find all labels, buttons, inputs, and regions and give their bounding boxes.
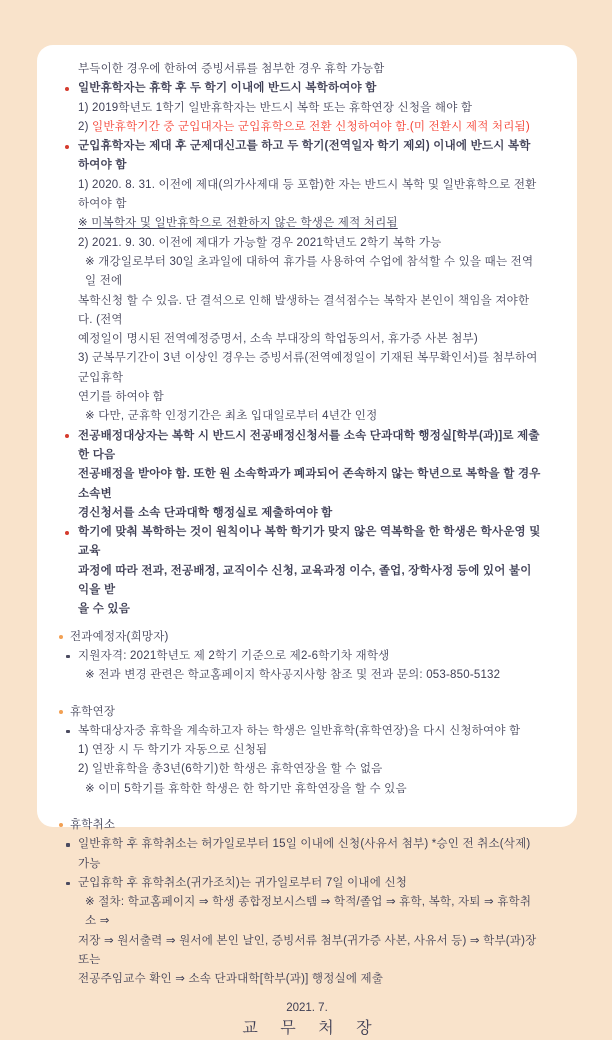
- doc-line: [37, 893, 577, 932]
- doc-line: [37, 780, 577, 799]
- doc-line: [37, 60, 577, 79]
- doc-line-text: [78, 121, 530, 133]
- doc-line-text: 전과예정자(희망자): [70, 630, 169, 643]
- doc-line: [37, 292, 577, 331]
- doc-line: [37, 79, 577, 98]
- doc-line-text: 휴학취소: [70, 818, 116, 831]
- doc-line: [37, 874, 577, 893]
- doc-line-text: ※ 이미 5학기를 휴학한 학생은 한 학기만 휴학연장을 할 수 있음: [85, 782, 407, 795]
- doc-line-text: 일반휴학자는 휴학 후 두 학기 이내에 반드시 복학하여야 함: [78, 82, 377, 95]
- doc-line-text: 저장 ⇒ 원서출력 ⇒ 원서에 본인 날인, 증빙서류 첨부(귀가증 사본, 사유서 등) ⇒ 학부(과)장 또는: [78, 934, 537, 967]
- doc-line-text: 예정일이 명시된 전역예정증명서, 소속 부대장의 학업동의서, 휴가증 사본 첨부): [78, 333, 478, 346]
- doc-line-text: 전공배정을 받아야 함. 또한 원 소속학과가 폐과되어 존속하지 않는 학년으로 복학을 할 경우 소속변: [78, 468, 541, 500]
- doc-line: [37, 970, 577, 989]
- section-spacer: [37, 620, 577, 628]
- square-bullet-icon: [66, 655, 70, 659]
- doc-line-text: ※ 다만, 군휴학 인정기간은 최초 입대일로부터 4년간 인정: [85, 410, 378, 423]
- doc-line: [37, 760, 577, 779]
- doc-line-text: 학기에 맞춰 복학하는 것이 원칙이나 복학 학기가 맞지 않은 역복학을 한 학생은 학사운영 및 교육: [78, 526, 541, 558]
- doc-line: [37, 465, 577, 504]
- doc-line-text: 복학신청 할 수 있음. 단 결석으로 인해 발생하는 결석점수는 복학자 본인이 책임을 져야한다. (전역: [78, 294, 530, 326]
- doc-line-text: 복학대상자중 휴학을 계속하고자 하는 학생은 일반휴학(휴학연장)을 다시 신청하여야 함: [78, 724, 521, 737]
- doc-line: [37, 647, 577, 666]
- document-date: 2021. 7.: [286, 1001, 328, 1014]
- doc-line-text: 전공주임교수 확인 ⇒ 소속 단과대학[학부(과)] 행정실에 제출: [78, 973, 384, 986]
- square-bullet-icon: [66, 843, 70, 847]
- doc-line-text: 1) 2020. 8. 31. 이전에 제대(의가사제대 등 포함)한 자는 반드시 복학 및 일반휴학으로 전환하여야 함: [78, 178, 537, 211]
- doc-line: [37, 234, 577, 253]
- square-bullet-icon: [66, 730, 70, 734]
- doc-line-text: 연기를 하여야 함: [78, 391, 164, 404]
- doc-line-text: ※ 개강일로부터 30일 초과일에 대하여 휴가를 사용하여 수업에 참석할 수 있을 때는 전역일 전에: [85, 255, 534, 288]
- doc-line-text: 휴학연장: [70, 705, 116, 718]
- doc-line: [37, 388, 577, 407]
- doc-line-text: 2) 일반휴학을 총3년(6학기)한 학생은 휴학연장을 할 수 없음: [78, 763, 383, 776]
- doc-line: [37, 407, 577, 426]
- document-body: [37, 60, 577, 990]
- red-emphasis-text: 일반휴학기간 중 군입대자는 군입휴학으로 전환 신청하여야 함.(미 전환시 제적 처리됨): [92, 120, 530, 133]
- red-bullet-icon: [65, 434, 69, 438]
- doc-line-text: 경신청서를 소속 단과대학 행정실로 제출하여야 함: [78, 506, 333, 519]
- doc-line: [37, 330, 577, 349]
- square-bullet-icon: [66, 882, 70, 886]
- doc-line-text: 군입휴학자는 제대 후 군제대신고를 하고 두 학기(전역일자 학기 제외) 이내에 반드시 복학하여야 함: [78, 140, 531, 172]
- doc-line-text: 군입휴학 후 휴학취소(귀가조치)는 귀가일로부터 7일 이내에 신청: [78, 876, 408, 889]
- doc-line-text: 1) 2019학년도 1학기 일반휴학자는 반드시 복학 또는 휴학연장 신청을 해야 함: [78, 101, 473, 114]
- doc-line-text: 부득이한 경우에 한하여 증빙서류를 첨부한 경우 휴학 가능함: [78, 63, 385, 75]
- doc-line-text: 일반휴학 후 휴학취소는 허가일로부터 15일 이내에 신청(사유서 첨부) *승인 전 취소(삭제) 가능: [78, 838, 531, 870]
- doc-line: [37, 99, 577, 118]
- doc-line-text: ※ 전과 변경 관련은 학교홈페이지 학사공지사항 참조 및 전과 문의: 053-850-5132: [85, 669, 501, 682]
- doc-line: [37, 628, 577, 647]
- doc-line-text: 과정에 따라 전과, 전공배정, 교직이수 신청, 교육과정 이수, 졸업, 장학사정 등에 있어 불이익을 받: [78, 564, 532, 597]
- doc-line: [37, 118, 577, 137]
- section-spacer: [37, 686, 577, 703]
- doc-line: [37, 137, 577, 176]
- doc-line: [37, 176, 577, 215]
- doc-line-text: 3) 군복무기간이 3년 이상인 경우는 증빙서류(전역예정일이 기재된 복무확인서)를 첨부하여 군입휴학: [78, 352, 538, 384]
- doc-line: [37, 741, 577, 760]
- doc-line: [37, 816, 577, 835]
- doc-line: [37, 932, 577, 971]
- doc-line: [37, 703, 577, 722]
- doc-line: [37, 835, 577, 874]
- doc-line-text: 1) 연장 시 두 학기가 자동으로 신청됨: [78, 744, 268, 757]
- orange-bullet-icon: [59, 710, 63, 714]
- doc-line-text: 2) 2021. 9. 30. 이전에 제대가 가능할 경우 2021학년도 2학기 복학 가능: [78, 236, 442, 249]
- doc-line-text: 지원자격: 2021학년도 제 2학기 기준으로 제2-6학기차 재학생: [78, 649, 390, 662]
- orange-bullet-icon: [59, 823, 63, 827]
- document-signature: 교 무 처 장: [242, 1019, 381, 1037]
- doc-line: [37, 504, 577, 523]
- notice-document-card: [37, 45, 577, 1037]
- red-bullet-icon: [65, 87, 69, 91]
- doc-line-text: ※ 절차: 학교홈페이지 ⇒ 학생 종합정보시스템 ⇒ 학적/졸업 ⇒ 휴학, 복학, 자퇴 ⇒ 휴학취소 ⇒: [85, 896, 532, 928]
- doc-line-text: ※ 미복학자 및 일반휴학으로 전환하지 않은 학생은 제적 처리됨: [78, 217, 398, 230]
- red-bullet-icon: [65, 145, 69, 149]
- doc-line: [37, 427, 577, 466]
- section-spacer: [37, 799, 577, 816]
- plain-text: 2): [78, 120, 93, 133]
- doc-line: [37, 666, 577, 685]
- doc-line: [37, 214, 577, 233]
- orange-bullet-icon: [59, 635, 63, 639]
- doc-line: [37, 722, 577, 741]
- doc-line: [37, 562, 577, 601]
- doc-line-text: 전공배정대상자는 복학 시 반드시 전공배정신청서를 소속 단과대학 행정실[학부(과)]로 제출한 다음: [78, 429, 540, 461]
- doc-line: [37, 253, 577, 292]
- doc-line: [37, 523, 577, 562]
- doc-line: [37, 600, 577, 619]
- doc-line: [37, 349, 577, 388]
- red-bullet-icon: [65, 531, 69, 535]
- doc-line-text: 을 수 있음: [78, 603, 131, 616]
